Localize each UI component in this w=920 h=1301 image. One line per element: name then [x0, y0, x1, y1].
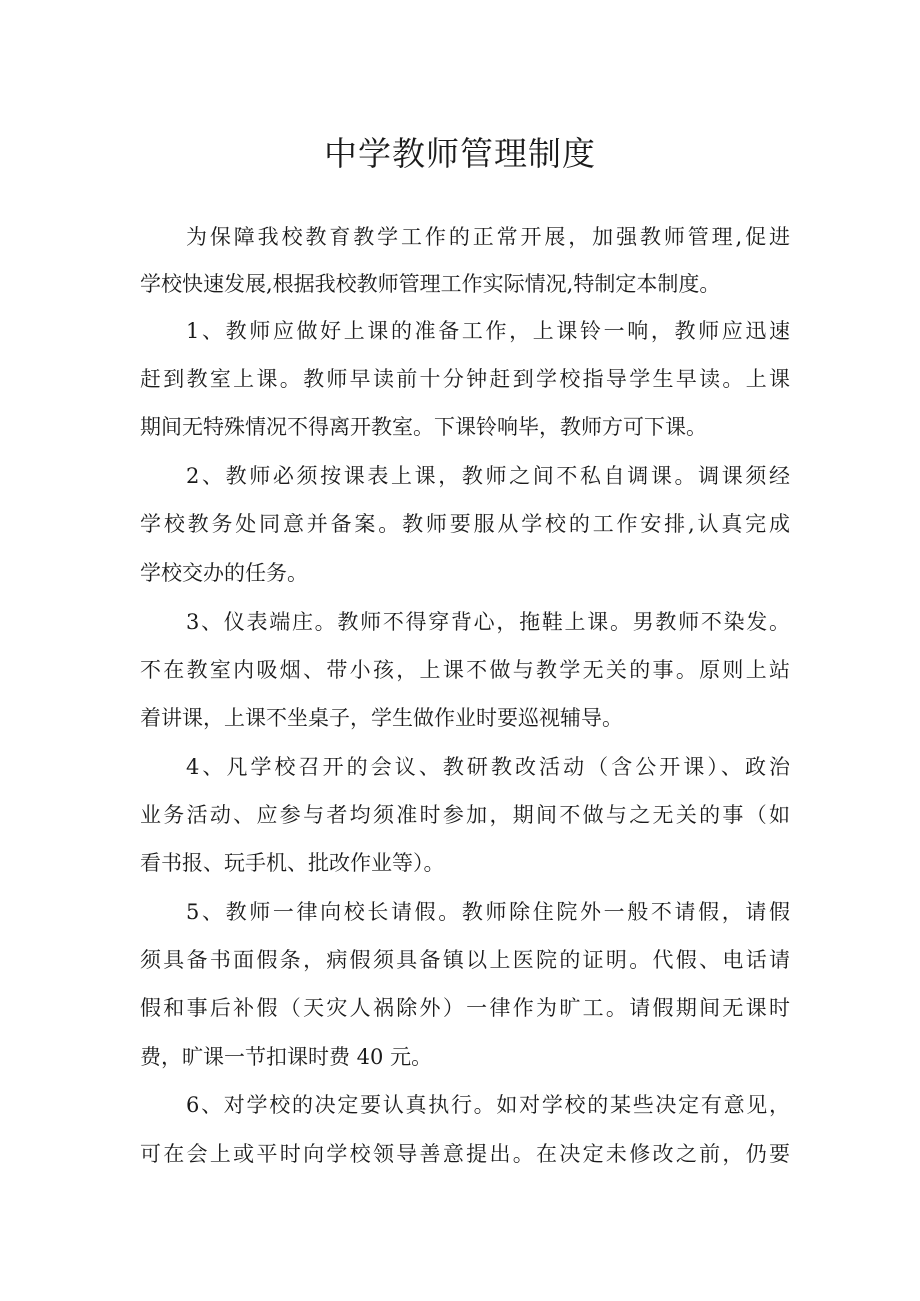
paragraph-line: 5、教师一律向校长请假。教师除住院外一般不请假，请假 [186, 900, 790, 924]
paragraph-line: 假和事后补假（天灾人祸除外）一律作为旷工。请假期间无课时 [140, 996, 790, 1020]
paragraph-line: 1、教师应做好上课的准备工作，上课铃一响，教师应迅速 [186, 319, 790, 343]
paragraph-line: 可在会上或平时向学校领导善意提出。在决定未修改之前，仍要 [140, 1142, 790, 1166]
paragraph-line: 着讲课，上课不坐桌子，学生做作业时要巡视辅导。 [140, 706, 623, 730]
paragraph-line: 学校教务处同意并备案。教师要服从学校的工作安排,认真完成 [140, 512, 790, 536]
paragraph-line: 4、凡学校召开的会议、教研教改活动（含公开课）、政治 [186, 755, 790, 779]
paragraph-line: 赶到教室上课。教师早读前十分钟赶到学校指导学生早读。上课 [140, 367, 790, 391]
paragraph-line: 3、仪表端庄。教师不得穿背心，拖鞋上课。男教师不染发。 [186, 610, 790, 634]
paragraph-line: 6、对学校的决定要认真执行。如对学校的某些决定有意见， [186, 1093, 790, 1117]
paragraph-line: 为保障我校教育教学工作的正常开展，加强教师管理,促进 [186, 225, 790, 249]
paragraph-line: 学校快速发展,根据我校教师管理工作实际情况,特制定本制度。 [140, 272, 721, 296]
paragraph-line: 2、教师必须按课表上课，教师之间不私自调课。调课须经 [186, 464, 790, 488]
paragraph-line: 须具备书面假条，病假须具备镇以上医院的证明。代假、电话请 [140, 948, 790, 972]
paragraph-line: 业务活动、应参与者均须准时参加，期间不做与之无关的事（如 [140, 803, 790, 827]
paragraph-line: 看书报、玩手机、批改作业等）。 [140, 851, 445, 875]
paragraph-line: 期间无特殊情况不得离开教室。下课铃响毕，教师方可下课。 [140, 415, 707, 439]
paragraph-line: 费，旷课一节扣课时费 40 元。 [140, 1045, 433, 1069]
paragraph-line: 不在教室内吸烟、带小孩，上课不做与教学无关的事。原则上站 [140, 658, 790, 682]
paragraph-line: 学校交办的任务。 [140, 561, 308, 585]
document-title: 中学教师管理制度 [324, 134, 596, 173]
